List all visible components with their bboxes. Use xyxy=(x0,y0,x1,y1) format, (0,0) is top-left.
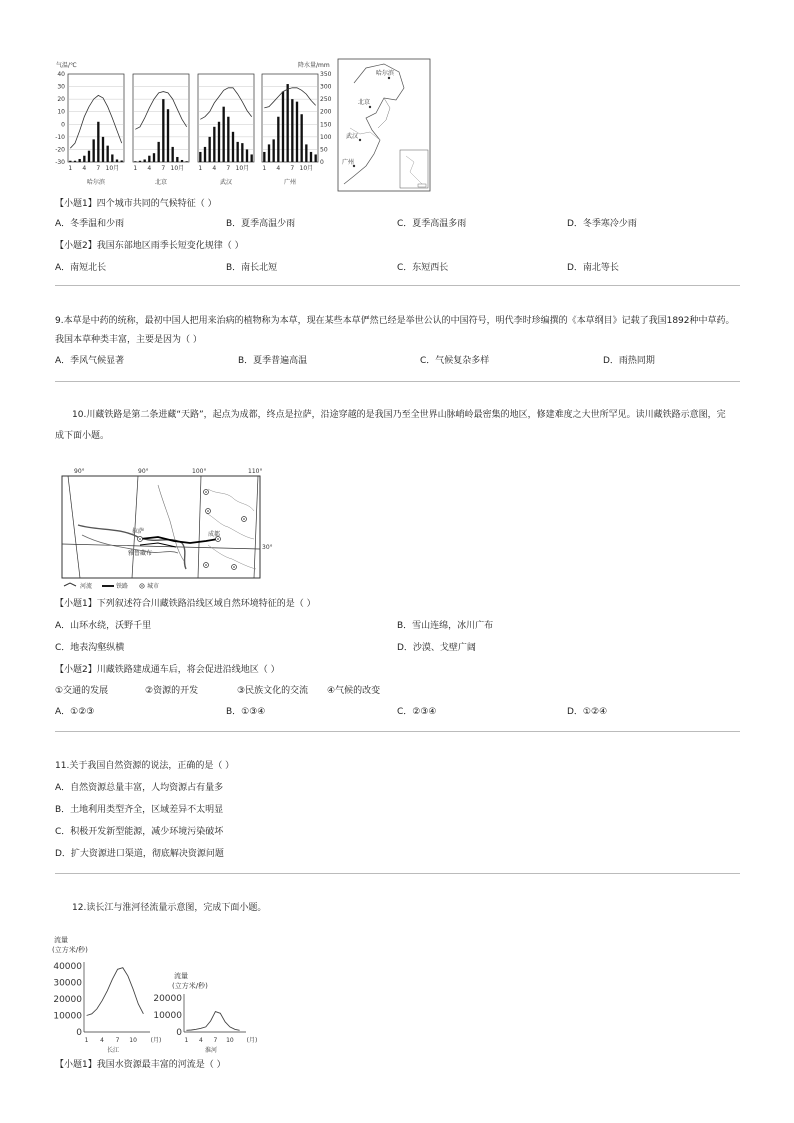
q11-option-b[interactable]: B．土地利用类型齐全，区域差异不太明显 xyxy=(55,805,224,815)
precip-tick-label: 350 xyxy=(320,71,332,78)
precip-axis-ticks xyxy=(320,71,332,166)
precip-bar xyxy=(263,152,265,162)
flow-x-tick: 1 xyxy=(184,1037,189,1044)
precip-bar xyxy=(69,161,71,162)
flow-x-tick: 4 xyxy=(100,1037,104,1044)
legend-railway: 铁路 xyxy=(116,583,129,590)
lon-label-2: 90° xyxy=(138,468,149,475)
q10-sub1-option-d[interactable]: D．沙漠、戈壁广阔 xyxy=(397,643,476,653)
q8-sub1-option-c[interactable]: C．夏季高温多雨 xyxy=(397,219,467,229)
temp-axis-label: 气温/℃ xyxy=(56,62,77,69)
precip-axis-label: 降水量/mm xyxy=(298,62,330,69)
precip-tick-label: 150 xyxy=(320,121,332,129)
month-tick-label: 10月 xyxy=(235,165,250,172)
q10-sub2-option-d[interactable]: D．①②④ xyxy=(567,707,608,717)
precip-bar xyxy=(172,147,174,162)
divider-q9 xyxy=(55,381,740,382)
month-tick-label: 4 xyxy=(276,165,281,172)
q8-sub2-option-b[interactable]: B．南长北短 xyxy=(226,263,278,273)
q10-sub2-item-1: ①交通的发展 xyxy=(55,686,109,696)
precip-tick-label: 50 xyxy=(320,146,328,154)
flow-ylabel-unit: (立方米/秒) xyxy=(52,946,88,954)
month-tick-label: 7 xyxy=(290,165,295,172)
precip-bar xyxy=(227,117,229,162)
precip-bar xyxy=(232,132,234,162)
temp-tick-label: 0 xyxy=(61,121,65,129)
temp-tick-label: 30 xyxy=(57,83,65,91)
q10-sub2-item-4: ④气候的改变 xyxy=(327,686,381,696)
precip-bar xyxy=(176,157,178,162)
precip-bar xyxy=(153,153,155,162)
flow-curve xyxy=(87,968,144,1016)
precip-bar xyxy=(296,102,298,162)
precip-bar xyxy=(291,99,293,162)
map-label-wuhan: 武汉 xyxy=(346,133,359,140)
lon-label-3: 100° xyxy=(192,468,207,475)
precip-bar xyxy=(273,139,275,162)
month-tick-label: 7 xyxy=(161,165,166,172)
panel-frame xyxy=(262,74,318,162)
month-tick-label: 10月 xyxy=(170,165,185,172)
divider-q8 xyxy=(55,285,740,286)
q10-sub1-stem: 【小题1】下列叙述符合川藏铁路沿线区域自然环境特征的是（ ） xyxy=(55,599,316,609)
map-label-guangzhou: 广州 xyxy=(342,159,355,166)
month-tick-label: 1 xyxy=(68,165,73,172)
panel-frame xyxy=(198,74,254,162)
precip-bar xyxy=(237,142,239,162)
precip-bar xyxy=(93,139,95,162)
precip-bar xyxy=(246,149,248,162)
temp-tick-label: -10 xyxy=(55,133,65,141)
sichuan-tibet-railway-map xyxy=(58,465,280,591)
q9-option-d[interactable]: D．雨热同期 xyxy=(603,356,655,366)
lon-label-4: 110° xyxy=(248,468,263,475)
precip-bar xyxy=(282,92,284,162)
panel-frame xyxy=(68,74,124,162)
flow-y-tick: 0 xyxy=(176,1028,182,1038)
temp-tick-label: 10 xyxy=(57,108,65,116)
precip-bar xyxy=(218,122,220,162)
precip-bar xyxy=(223,107,225,162)
precip-bar xyxy=(139,161,141,162)
q9-stem-line1: 9.本草是中药的统称，最初中国人把用来治病的植物称为本草，现在某些本草俨然已经是举世公认的中国符号，明代李时珍编撰的《本草纲目》记载了我国1892种中草药。 xyxy=(55,316,735,326)
q10-sub2-option-b[interactable]: B．①③④ xyxy=(226,707,266,717)
precip-bar xyxy=(277,117,279,162)
q8-sub1-option-a[interactable]: A．冬季温和少雨 xyxy=(55,219,125,229)
q10-sub2-item-2: ②资源的开发 xyxy=(145,686,199,696)
city-label-chengdu: 成都 xyxy=(208,531,221,538)
month-tick-label: 4 xyxy=(212,165,217,172)
lat-label: 30° xyxy=(262,544,273,551)
q12-sub1-stem: 【小题1】我国水资源最丰富的河流是（ ） xyxy=(55,1060,226,1070)
precip-bar xyxy=(287,84,289,162)
q8-sub1-stem: 【小题1】四个城市共同的气候特征（ ） xyxy=(55,199,217,209)
climate-charts-figure xyxy=(54,58,434,196)
flow-y-tick: 0 xyxy=(76,1028,82,1038)
precip-bar xyxy=(88,151,90,162)
q11-option-d[interactable]: D．扩大资源进口渠道，彻底解决资源问题 xyxy=(55,849,224,859)
q12-stem: 12.读长江与淮河径流量示意图，完成下面小题。 xyxy=(72,903,267,913)
legend-river: 河流 xyxy=(80,583,93,590)
precip-bar xyxy=(301,114,303,162)
q11-stem: 11.关于我国自然资源的说法，正确的是（ ） xyxy=(55,761,235,771)
precip-bar xyxy=(111,154,113,162)
month-tick-label: 1 xyxy=(133,165,138,172)
china-east-map xyxy=(338,59,430,191)
precip-tick-label: 200 xyxy=(320,108,332,116)
precip-bar xyxy=(79,159,81,162)
precip-bar xyxy=(134,161,136,162)
legend-city: 城市 xyxy=(147,583,160,590)
q9-option-b[interactable]: B．夏季普遍高温 xyxy=(238,356,308,366)
precip-bar xyxy=(305,144,307,162)
q10-stem-line1: 10.川藏铁路是第二条进藏“天路”，起点为成都，终点是拉萨，沿途穿越的是我国乃至全世界山脉峭岭最密集的地区，修建难度之大世所罕见。读川藏铁路示意图，完 xyxy=(72,410,726,420)
precip-bar xyxy=(148,156,150,162)
month-tick-label: 7 xyxy=(96,165,101,172)
month-tick-label: 7 xyxy=(226,165,231,172)
precip-bar xyxy=(74,161,76,162)
city-name-label: 武汉 xyxy=(219,179,233,186)
flow-x-tick: 7 xyxy=(213,1037,218,1044)
q10-sub1-option-a[interactable]: A．山环水绕，沃野千里 xyxy=(55,621,152,631)
precip-bar xyxy=(186,161,188,162)
precip-bar xyxy=(181,160,183,162)
month-tick-label: 1 xyxy=(198,165,203,172)
flow-y-tick: 10000 xyxy=(53,1011,82,1022)
precip-tick-label: 100 xyxy=(320,133,332,141)
temp-axis-ticks xyxy=(55,71,65,166)
q10-sub2-option-a[interactable]: A．①②③ xyxy=(55,707,95,717)
precip-bar xyxy=(121,160,123,162)
huaihe-flow-chart xyxy=(150,971,258,1054)
divider-q11 xyxy=(55,873,740,874)
precip-bar xyxy=(251,154,253,162)
month-tick-label: 4 xyxy=(147,165,152,172)
precip-bar xyxy=(315,154,317,162)
q10-sub2-stem: 【小题2】川藏铁路建成通车后，将会促进沿线地区（ ） xyxy=(55,665,280,675)
flow-x-tick: 1 xyxy=(84,1037,89,1044)
flow-x-tick: (月) xyxy=(246,1037,258,1044)
flow-x-tick: 7 xyxy=(115,1037,120,1044)
precip-tick-label: 250 xyxy=(320,96,332,104)
q9-option-a[interactable]: A．季风气候显著 xyxy=(55,356,125,366)
q10-sub1-option-c[interactable]: C．地表沟壑纵横 xyxy=(55,643,125,653)
precip-bar xyxy=(83,156,85,162)
temp-tick-label: -20 xyxy=(55,146,65,154)
q10-sub2-item-3: ③民族文化的交流 xyxy=(237,686,309,696)
q8-sub2-stem: 【小题2】我国东部地区雨季长短变化规律（ ） xyxy=(55,241,244,251)
map-label-harbin: 哈尔滨 xyxy=(376,70,395,77)
flow-y-tick: 40000 xyxy=(53,962,82,972)
flow-y-tick: 20000 xyxy=(53,995,82,1005)
q8-sub2-option-a[interactable]: A．南短北长 xyxy=(55,263,107,273)
q10-stem-line2: 成下面小题。 xyxy=(55,431,110,441)
precip-bar xyxy=(209,137,211,162)
precip-bar xyxy=(102,137,104,162)
flow-y-tick: 20000 xyxy=(153,994,182,1004)
flow-y-tick: 10000 xyxy=(153,1011,182,1021)
city-panel xyxy=(198,74,254,186)
flow-ylabel-unit: (立方米/秒) xyxy=(172,982,208,990)
precip-bar xyxy=(144,159,146,162)
yangtze-flow-chart xyxy=(52,935,161,1054)
q10-sub2-option-c[interactable]: C．②③④ xyxy=(397,707,437,717)
river-label-yarlung: 雅鲁藏布 xyxy=(128,550,153,557)
precip-bar xyxy=(199,152,201,162)
divider-q10 xyxy=(55,731,740,732)
temp-tick-label: 20 xyxy=(57,96,65,104)
flow-ylabel: 流量 xyxy=(174,972,188,980)
map-label-beijing: 北京 xyxy=(358,99,371,106)
city-panels xyxy=(68,74,318,186)
city-panel xyxy=(262,74,318,186)
temp-tick-label: 40 xyxy=(57,71,65,78)
precip-bar xyxy=(268,144,270,162)
city-panel xyxy=(68,74,124,186)
q8-sub1-option-d[interactable]: D．冬季寒冷少雨 xyxy=(567,219,637,229)
flow-x-tick: 4 xyxy=(199,1037,203,1044)
q9-option-c[interactable]: C．气候复杂多样 xyxy=(420,356,490,366)
q10-sub1-option-b[interactable]: B．雪山连绵，冰川广布 xyxy=(397,621,494,631)
city-name-label: 哈尔滨 xyxy=(86,179,106,186)
flow-y-tick: 30000 xyxy=(53,978,82,989)
q8-sub2-option-d[interactable]: D．南北等长 xyxy=(567,263,619,273)
month-tick-label: 1 xyxy=(262,165,267,172)
city-name-label: 广州 xyxy=(283,179,297,186)
month-tick-label: 10月 xyxy=(105,165,120,172)
flow-x-tick: 10 xyxy=(129,1037,137,1044)
precip-bar xyxy=(204,147,206,162)
month-tick-label: 4 xyxy=(82,165,87,172)
precip-bar xyxy=(107,146,109,162)
q11-option-a[interactable]: A．自然资源总量丰富，人均资源占有量多 xyxy=(55,783,224,793)
flow-ylabel: 流量 xyxy=(54,936,68,944)
precip-tick-label: 300 xyxy=(320,83,332,91)
lon-label-1: 90° xyxy=(74,468,85,475)
city-name-label: 北京 xyxy=(154,179,168,186)
precip-bar xyxy=(162,99,164,162)
panel-frame xyxy=(133,74,189,162)
q8-sub1-option-b[interactable]: B．夏季高温少雨 xyxy=(226,219,296,229)
flow-river-name: 长江 xyxy=(107,1047,120,1054)
q11-option-c[interactable]: C．积极开发新型能源，减少环境污染破坏 xyxy=(55,827,224,837)
flow-curve xyxy=(186,1012,239,1031)
precip-bar xyxy=(158,142,160,162)
city-panel xyxy=(133,74,189,186)
flow-x-tick: (月) xyxy=(150,1037,162,1044)
q8-sub2-option-c[interactable]: C．东短西长 xyxy=(397,263,449,273)
flow-x-tick: 10 xyxy=(226,1037,234,1044)
precip-tick-label: 0 xyxy=(320,159,324,166)
precip-bar xyxy=(97,122,99,162)
flow-river-name: 淮河 xyxy=(205,1047,218,1054)
precip-bar xyxy=(167,109,169,162)
precip-bar xyxy=(116,159,118,162)
precip-bar xyxy=(241,143,243,162)
month-tick-label: 10月 xyxy=(299,165,314,172)
precip-bar xyxy=(310,152,312,162)
precip-bar xyxy=(213,127,215,162)
river-flow-charts xyxy=(52,934,262,1059)
q9-stem-line2: 我国本草种类丰富，主要是因为（ ） xyxy=(55,335,202,345)
city-label-lhasa: 拉萨 xyxy=(132,528,145,535)
temp-tick-label: -30 xyxy=(55,159,65,166)
